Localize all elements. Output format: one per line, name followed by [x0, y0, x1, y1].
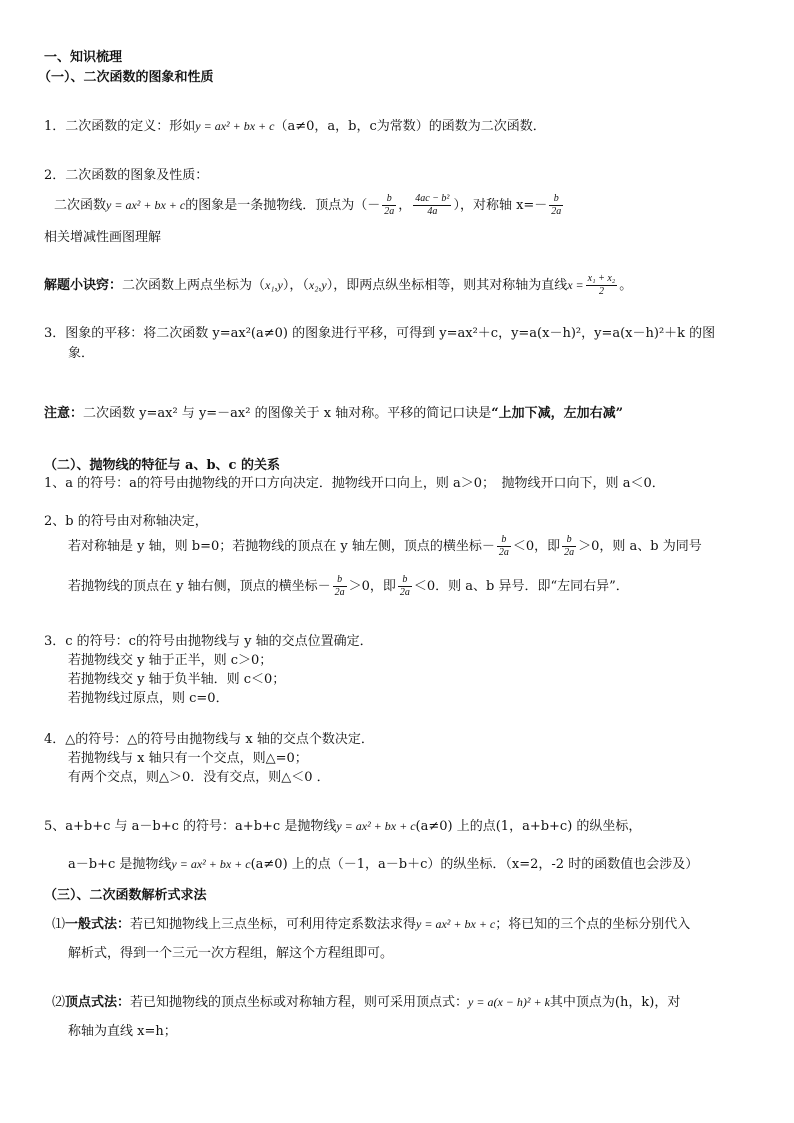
subsection-title: （二）、抛物线的特征与 a、b、c 的关系 — [44, 458, 280, 473]
formula: y = ax² + bx + c — [336, 819, 416, 833]
attention-label: 注意： — [44, 406, 84, 421]
text: ， — [398, 198, 412, 213]
text: ），（ — [282, 278, 309, 293]
method-label: 一般式法： — [65, 917, 131, 932]
item-1-definition — [44, 116, 794, 137]
sign-abc-line-2 — [68, 854, 794, 875]
mnemonic: “上加下减，左加右减” — [491, 406, 624, 421]
text: ⑴ — [52, 917, 66, 932]
item-3-translation: 3．图象的平移：将二次函数 y=ax²(a≠0) 的图象进行平移，可得到 y=ax²＋c，y=a(x－h)²，y=a(x－h)²＋k 的图 — [44, 326, 716, 341]
sign-c-line: 若抛物线交 y 轴于负半轴．则 c＜0； — [68, 672, 286, 687]
text: ＜0．则 a、b 异号．即“左同右异”． — [413, 579, 629, 594]
text: 。 — [619, 278, 633, 293]
formula: y = a(x − h)² + k — [468, 995, 550, 1009]
formula: y = ax² + bx + c — [416, 917, 496, 931]
tip-label: 解题小诀窍： — [44, 278, 123, 293]
fraction: $\frac{b}{2a}$ — [384, 193, 395, 217]
sign-a: 1、a 的符号：a的符号由抛物线的开口方向决定．抛物线开口向上，则 a＞0； 抛物线开口向下，则 a＜0． — [44, 476, 665, 491]
attention-line — [44, 404, 794, 424]
text: (a≠0) 上的点（－1，a－b＋c）的纵坐标．（x=2，-2 时的函数值也会涉及） — [250, 857, 699, 872]
fraction: $\frac{b}{2a}$ — [498, 534, 509, 558]
text: ＞0，即 — [348, 579, 396, 594]
item-2-vertex-line — [54, 188, 794, 223]
text: a－b+c 是抛物线 — [68, 857, 172, 872]
method-2-line-2: 称轴为直线 x=h； — [68, 1024, 177, 1039]
item-3-translation-cont: 象． — [68, 346, 95, 361]
tip-line — [44, 268, 794, 303]
sign-c-heading: 3．c 的符号：c的符号由抛物线与 y 轴的交点位置确定． — [44, 634, 373, 649]
text: 若已知抛物线上三点坐标，可利用待定系数法求得 — [130, 917, 417, 932]
fraction: $\frac{b}{2a}$ — [399, 574, 410, 598]
note-line: 相关增减性画图理解 — [44, 230, 162, 245]
text: 的图象是一条抛物线．顶点为（－ — [185, 198, 381, 213]
formula: y = ax² + bx + c — [195, 119, 275, 133]
formula: y = ax² + bx + c — [106, 198, 186, 212]
fraction: $\frac{b}{2a}$ — [564, 534, 575, 558]
text: ⑵ — [52, 995, 66, 1010]
text: （a≠0，a，b，c为常数）的函数为二次函数． — [274, 119, 546, 134]
text: ），对称轴 x=－ — [453, 198, 548, 213]
fraction: $\frac{\text{4ac − b²}}{4a}$ — [415, 193, 450, 217]
subsection-title: （三）、二次函数解析式求法 — [44, 888, 207, 903]
formula: x = — [567, 278, 584, 292]
formula: y = ax² + bx + c — [171, 857, 251, 871]
text: 若已知抛物线的顶点坐标或对称轴方程，则可采用顶点式： — [130, 995, 469, 1010]
fraction: $\frac{\text{x₁ + x₂}}{2}$ — [587, 273, 616, 297]
sign-abc-line-1 — [44, 816, 794, 837]
text: 若对称轴是 y 轴，则 b=0；若抛物线的顶点在 y 轴左侧，顶点的横坐标－ — [68, 539, 495, 554]
method-1-line-2: 解析式，得到一个三元一次方程组，解这个方程组即可。 — [68, 946, 394, 961]
formula: x₁,y — [265, 278, 283, 292]
sign-delta-line: 若抛物线与 x 轴只有一个交点，则△=0； — [68, 751, 308, 766]
text: 1．二次函数的定义：形如 — [44, 119, 196, 134]
text: 5、a+b+c 与 a－b+c 的符号：a+b+c 是抛物线 — [44, 819, 337, 834]
text: 二次函数 y=ax² 与 y=－ax² 的图像关于 x 轴对称。平移的简记口诀是 — [83, 406, 492, 421]
section-heading: 一、知识梳理 — [44, 50, 123, 65]
text: 二次函数上两点坐标为（ — [122, 278, 266, 293]
text: (a≠0) 上的点(1，a+b+c) 的纵坐标， — [415, 819, 642, 834]
sign-b-heading: 2、b 的符号由对称轴决定， — [44, 514, 208, 529]
method-2-line-1 — [52, 992, 794, 1013]
text: ＞0，则 a、b 为同号 — [578, 539, 702, 554]
sign-delta-heading: 4．△的符号：△的符号由抛物线与 x 轴的交点个数决定． — [44, 732, 374, 747]
text: 其中顶点为(h，k)，对 — [549, 995, 681, 1010]
subsection-title: （一）、二次函数的图象和性质 — [38, 70, 214, 85]
text: 若抛物线的顶点在 y 轴右侧，顶点的横坐标－ — [68, 579, 331, 594]
text: ；将已知的三个点的坐标分别代入 — [495, 917, 691, 932]
text: ），即两点纵坐标相等，则其对称轴为直线 — [326, 278, 568, 293]
sign-c-line: 若抛物线交 y 轴于正半，则 c＞0； — [68, 653, 273, 668]
item-2-heading: 2．二次函数的图象及性质： — [44, 168, 209, 183]
text: ＜0，即 — [512, 539, 561, 554]
fraction: $\frac{b}{2a}$ — [334, 574, 345, 598]
method-label: 顶点式法： — [65, 995, 131, 1010]
text: 二次函数 — [54, 198, 107, 213]
sign-b-line-1 — [68, 530, 794, 564]
sign-delta-line: 有两个交点，则△＞0．没有交点，则△＜0 ． — [68, 770, 330, 785]
method-1-line-1 — [52, 914, 794, 935]
sign-b-line-2 — [68, 570, 794, 604]
sign-c-line: 若抛物线过原点，则 c=0． — [68, 691, 229, 706]
formula: x₂,y — [308, 278, 327, 292]
fraction: $\frac{b}{2a}$ — [551, 193, 562, 217]
